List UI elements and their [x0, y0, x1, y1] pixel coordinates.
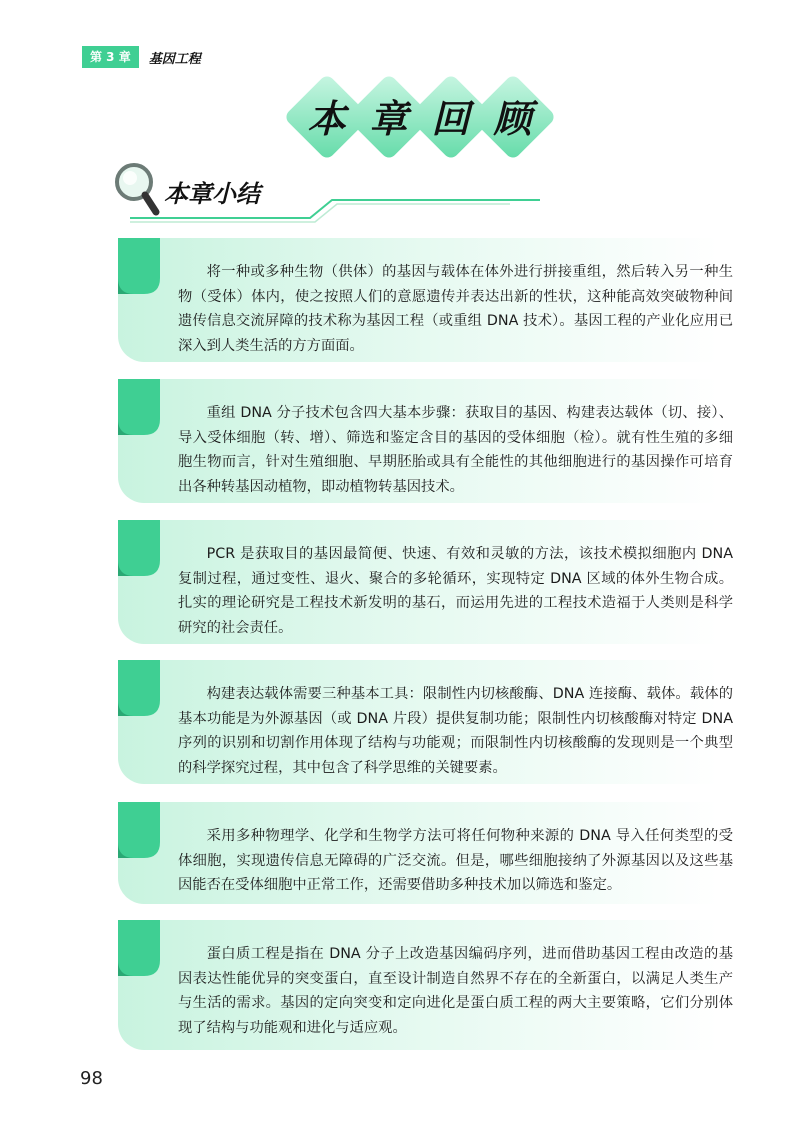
title-char: 顾 — [493, 97, 533, 141]
summary-block — [118, 802, 733, 904]
title-char: 本 — [307, 97, 347, 141]
title-char: 章 — [369, 97, 409, 141]
summary-block — [118, 920, 733, 1050]
summary-paragraph: 重组 DNA 分子技术包含四大基本步骤：获取目的基因、构建表达载体（切、接）、导入受体细胞（转、增）、筛选和鉴定含目的基因的受体细胞（检）。就有性生殖的多细胞生物而言，针对生殖细胞、早期胚胎或具有全能性的其他细胞进行的基因操作可培育出各种转基因动植物，即动植物转基因技术。 — [178, 405, 733, 495]
leaf-icon — [118, 238, 160, 294]
summary-paragraph: 蛋白质工程是指在 DNA 分子上改造基因编码序列，进而借助基因工程由改造的基因表达性能优异的突变蛋白，直至设计制造自然界不存在的全新蛋白，以满足人类生产与生活的需求。基因的定向突变和定向进化是蛋白质工程的两大主要策略，它们分别体现了结构与功能观和进化与适应观。 — [178, 946, 733, 1036]
summary-paragraph: 采用多种物理学、化学和生物学方法可将任何物种来源的 DNA 导入任何类型的受体细胞，实现遗传信息无障碍的广泛交流。但是，哪些细胞接纳了外源基因以及这些基因能否在受体细胞中正常工作，还需要借助多种技术加以筛选和鉴定。 — [178, 828, 733, 893]
chapter-name: 基因工程 — [148, 51, 201, 67]
leaf-icon — [118, 660, 160, 716]
section-heading — [110, 160, 670, 226]
summary-paragraph: PCR 是获取目的基因最简便、快速、有效和灵敏的方法，该技术模拟细胞内 DNA 复制过程，通过变性、退火、聚合的多轮循环，实现特定 DNA 区域的体外生物合成。扎实的理论研究是工程技术新发明的基石，而运用先进的工程技术造福于人类则是科学研究的社会责任。 — [178, 546, 733, 636]
leaf-icon — [118, 379, 160, 435]
title-char: 回 — [431, 97, 471, 141]
chapter-label: 第 3 章 — [82, 46, 139, 68]
section-title: 本章小结 — [164, 180, 260, 208]
summary-block — [118, 379, 733, 503]
summary-paragraph: 构建表达载体需要三种基本工具：限制性内切核酸酶、DNA 连接酶、载体。载体的基本功能是为外源基因（或 DNA 片段）提供复制功能；限制性内切核酸酶对特定 DNA 序列的识别和切割作用体现了结构与功能观；而限制性内切核酸酶的发现则是一个典型的科学探究过程，其中包含了科学思维的关键要素。 — [178, 686, 733, 776]
summary-block — [118, 238, 733, 362]
summary-block — [118, 520, 733, 644]
page-number: 98 — [80, 1068, 103, 1089]
summary-block — [118, 660, 733, 784]
leaf-icon — [118, 520, 160, 576]
leaf-icon — [118, 802, 160, 858]
summary-paragraph: 将一种或多种生物（供体）的基因与载体在体外进行拼接重组，然后转入另一种生物（受体）体内，使之按照人们的意愿遗传并表达出新的性状，这种能高效突破物种间遗传信息交流屏障的技术称为基因工程（或重组 DNA 技术）。基因工程的产业化应用已深入到人类生活的方方面面。 — [178, 264, 733, 354]
magnifier-icon — [110, 160, 162, 220]
chapter-review-title — [290, 74, 550, 160]
chapter-header — [82, 46, 201, 68]
leaf-icon — [118, 920, 160, 976]
